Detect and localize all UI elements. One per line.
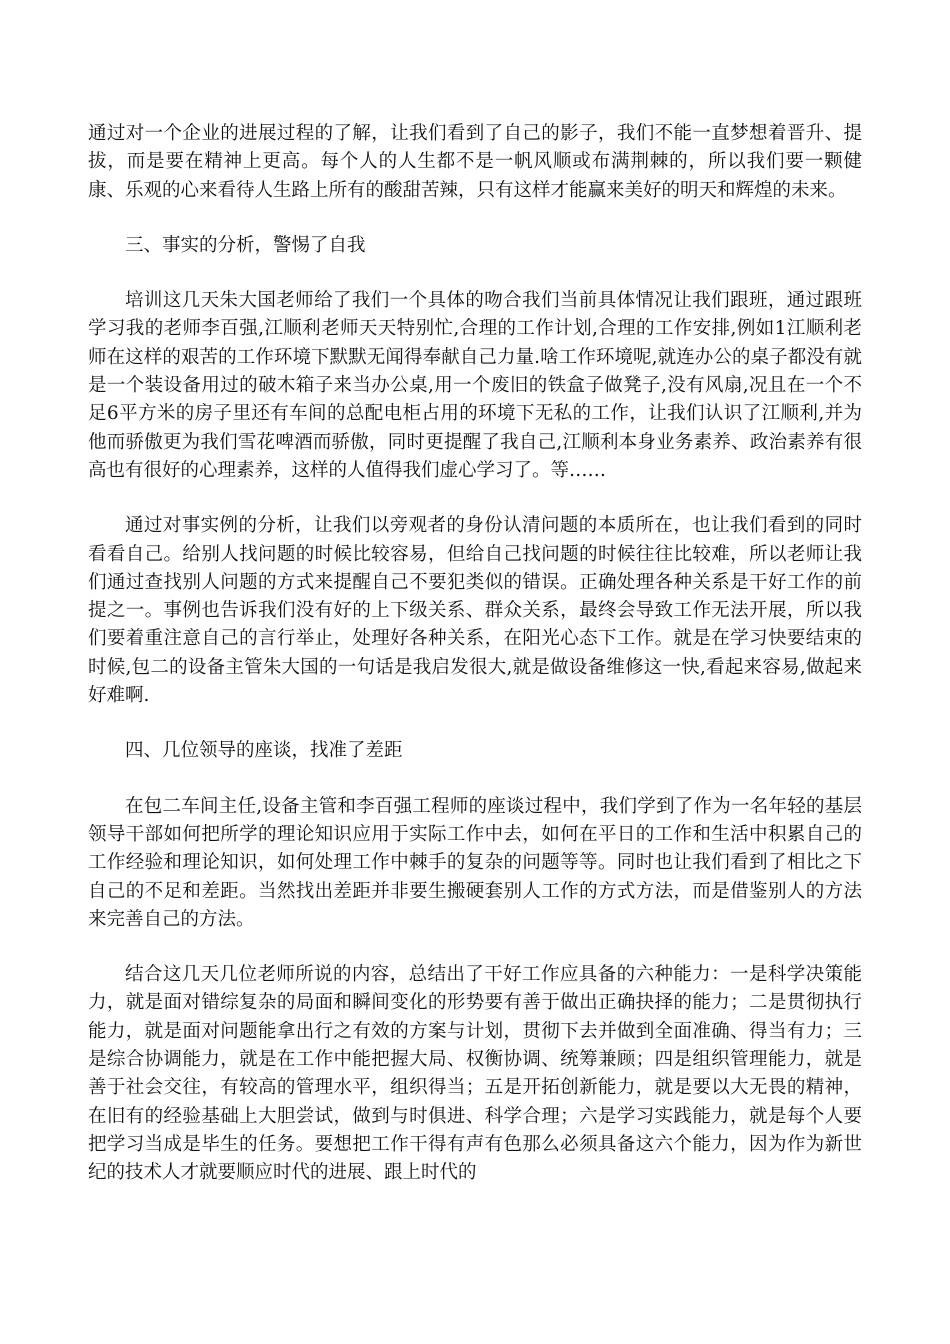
section-heading-3: 三、事实的分析，警惕了自我 [125, 234, 366, 256]
paragraph-leader-discussion: 在包二车间主任,设备主管和李百强工程师的座谈过程中，我们学到了作为一名年轻的基层领导干部如何把所学的理论知识应用于实际工作中去，如何在平日的工作和生活中积累自己的工作经验和理论知识，如何处理工作中棘手的复杂的问题等等。同时也让我们看到了相比之下自己的不足和差距。当然找出差距并非要生搬硬套别人工作的方式方法，而是借鉴别人的方法来完善自己的方法。 [88, 795, 862, 930]
paragraph-fact-analysis: 通过对事实例的分析，让我们以旁观者的身份认清问题的本质所在，也让我们看到的同时看看自己。给别人找问题的时候比较容易，但给自己找问题的时候往往比较难，所以老师让我们通过查找别人问题的方式来提醒自己不要犯类似的错误。正确处理各种关系是干好工作的前提之一。事例也告诉我们没有好的上下级关系、群众关系，最终会导致工作无法开展，所以我们要着重注意自己的言行举止，处理好各种关系，在阳光心态下工作。就是在学习快要结束的时候,包二的设备主管朱大国的一句话是我启发很大,就是做设备维修这一快,看起来容易,做起来好难啊. [88, 515, 862, 707]
paragraph-training-example: 培训这几天朱大国老师给了我们一个具体的吻合我们当前具体情况让我们跟班，通过跟班学习我的老师李百强,江顺利老师天天特别忙,合理的工作计划,合理的工作安排,例如1江顺利老师在这样的艰苦的工作环境下默默无闻得奉献自己力量.啥工作环境呢,就连办公的桌子都没有就是一个装设备用过的破木箱子来当办公桌,用一个废旧的铁盒子做凳子,没有风扇,况且在一个不足6平方米的房子里还有车间的总配电柜占用的环境下无私的工作，让我们认识了江顺利,并为他而骄傲更为我们雪花啤酒而骄傲，同时更提醒了我自己,江顺利本身业务素养、政治素养有很高也有很好的心理素养，这样的人值得我们虚心学习了。等…… [88, 290, 862, 481]
paragraph-six-abilities: 结合这几天几位老师所说的内容，总结出了干好工作应具备的六种能力：一是科学决策能力，就是面对错综复杂的局面和瞬间变化的形势要有善于做出正确抉择的能力；二是贯彻执行能力，就是面对问题能拿出行之有效的方案与计划，贯彻下去并做到全面准确、得当有力；三是综合协调能力，就是在工作中能把握大局、权衡协调、统筹兼顾；四是组织管理能力，就是善于社会交往，有较高的管理水平，组织得当；五是开拓创新能力，就是要以大无畏的精神，在旧有的经验基础上大胆尝试，做到与时俱进、科学合理；六是学习实践能力，就是每个人要把学习当成是毕生的任务。要想把工作干得有声有色那么必须具备这六个能力，因为作为新世纪的技术人才就要顺应时代的进展、跟上时代的 [88, 964, 862, 1184]
paragraph-enterprise-development: 通过对一个企业的进展过程的了解，让我们看到了自己的影子，我们不能一直梦想着晋升、提拔，而是要在精神上更高。每个人的人生都不是一帆风顺或布满荆棘的，所以我们要一颗健康、乐观的心来看待人生路上所有的酸甜苦辣，只有这样才能赢来美好的明天和辉煌的未来。 [88, 123, 862, 201]
section-heading-4: 四、几位领导的座谈，找准了差距 [125, 740, 403, 762]
document-page [88, 120, 862, 1215]
